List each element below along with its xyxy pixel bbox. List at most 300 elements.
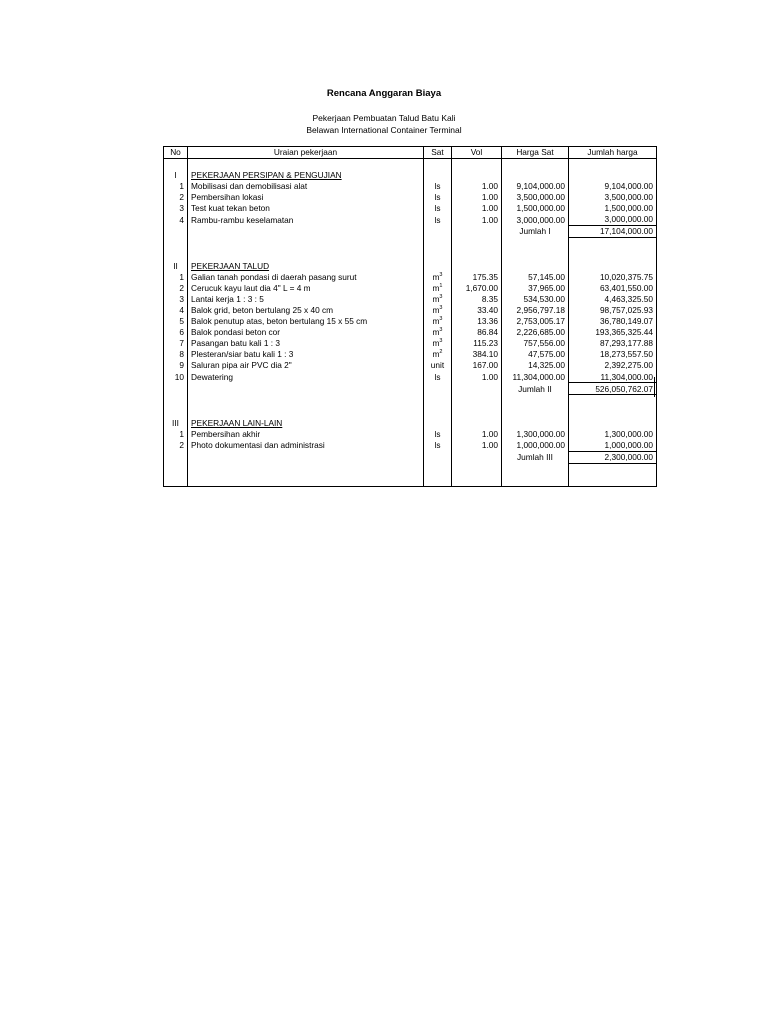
subtotal-value-text: 2,300,000.00 (604, 452, 653, 463)
empty-cell (569, 158, 657, 170)
item-unit (424, 440, 452, 452)
item-description (188, 371, 424, 383)
empty-cell (188, 226, 424, 238)
item-number (164, 181, 188, 192)
empty-cell (502, 407, 569, 418)
header-jumlah-harga: Jumlah harga (569, 147, 657, 159)
empty-cell (452, 475, 502, 487)
item-volume (452, 327, 502, 338)
section-number-text: II (173, 260, 178, 271)
spacer-row (164, 249, 657, 260)
item-unit-price-text: 57,145.00 (528, 271, 565, 282)
item-number (164, 338, 188, 349)
item-total-text: 1,300,000.00 (604, 429, 653, 440)
subtotal-value (569, 383, 657, 395)
header-harga-sat: Harga Sat (502, 147, 569, 159)
item-unit-text: unit (430, 360, 445, 371)
subtotal-label-text: Jumlah III (517, 452, 553, 463)
item-description (188, 316, 424, 327)
item-volume (452, 181, 502, 192)
item-description-text: Pasangan batu kali 1 : 3 (191, 338, 281, 349)
empty-cell (569, 395, 657, 407)
item-total (569, 440, 657, 452)
item-unit (424, 338, 452, 349)
item-volume-text: 33.40 (477, 305, 498, 316)
item-description (188, 271, 424, 282)
unit-exponent: 3 (439, 305, 443, 312)
empty-cell (502, 464, 569, 476)
section-title (188, 260, 424, 271)
item-unit-text: ls (434, 192, 441, 203)
empty-cell (502, 249, 569, 260)
spacer-row (164, 158, 657, 170)
empty-cell (164, 249, 188, 260)
empty-cell (452, 383, 502, 395)
item-unit-price (502, 360, 569, 371)
item-unit-price-text: 2,956,797.18 (516, 305, 565, 316)
item-unit (424, 305, 452, 316)
subtotal-value (569, 226, 657, 238)
item-unit-price (502, 338, 569, 349)
empty-cell (424, 407, 452, 418)
unit-exponent: 2 (439, 349, 443, 356)
item-unit (424, 271, 452, 282)
item-unit-price (502, 327, 569, 338)
item-description-text: Dewatering (191, 371, 233, 382)
subtotal-row (164, 451, 657, 463)
item-unit-price (502, 316, 569, 327)
item-total (569, 349, 657, 360)
item-total-text: 193,365,325.44 (595, 327, 653, 338)
item-number-text: 5 (179, 316, 184, 327)
item-volume-text: 1.00 (481, 214, 498, 225)
item-unit-price (502, 429, 569, 440)
section-number (164, 170, 188, 181)
item-unit-price-text: 2,226,685.00 (516, 327, 565, 338)
section-header-row (164, 260, 657, 271)
table-row (164, 349, 657, 360)
empty-cell (188, 407, 424, 418)
item-unit (424, 429, 452, 440)
table-body (164, 158, 657, 487)
item-description-text: Balok penutup atas, beton bertulang 15 x 55 cm (191, 316, 368, 327)
item-unit-price (502, 214, 569, 226)
item-number-text: 3 (179, 293, 184, 304)
item-unit-price-text: 757,556.00 (523, 338, 565, 349)
item-total (569, 305, 657, 316)
item-total (569, 181, 657, 192)
closing-row (164, 475, 657, 487)
item-total-text: 98,757,025.93 (599, 305, 653, 316)
spacer-row (164, 407, 657, 418)
item-volume (452, 214, 502, 226)
item-total-text: 1,000,000.00 (604, 440, 653, 451)
spacer-row (164, 464, 657, 476)
item-total (569, 316, 657, 327)
item-description-text: Pembersihan akhir (191, 429, 261, 440)
item-number-text: 1 (179, 429, 184, 440)
item-unit-price-text: 1,000,000.00 (516, 440, 565, 451)
item-total-text: 1,500,000.00 (604, 203, 653, 214)
empty-cell (452, 464, 502, 476)
spacer-row (164, 395, 657, 407)
item-description-text: Test kuat tekan beton (191, 203, 270, 214)
empty-cell (188, 475, 424, 487)
item-number-text: 4 (179, 214, 184, 225)
empty-cell (569, 464, 657, 476)
item-total-text: 3,000,000.00 (604, 214, 653, 225)
item-volume (452, 316, 502, 327)
item-volume-text: 1.00 (481, 371, 498, 382)
item-total (569, 283, 657, 294)
unit-exponent: 3 (439, 316, 443, 323)
empty-cell (502, 158, 569, 170)
item-total-text: 87,293,177.88 (599, 338, 653, 349)
item-description (188, 440, 424, 452)
item-description-text: Lantai kerja 1 : 3 : 5 (191, 293, 264, 304)
empty-cell (452, 238, 502, 250)
empty-cell (164, 407, 188, 418)
item-volume (452, 371, 502, 383)
item-total-text: 4,463,325.50 (604, 293, 653, 304)
item-unit-text: ls (434, 180, 441, 191)
table-row (164, 203, 657, 214)
item-unit-text: m (432, 282, 440, 293)
cost-estimate-table (163, 146, 657, 487)
subtotal-label-text: Jumlah II (518, 383, 552, 394)
subtotal-value-text: 526,050,762.07 (595, 383, 653, 394)
empty-cell (452, 260, 502, 271)
item-volume-text: 8.35 (481, 293, 498, 304)
item-total-text: 3,500,000.00 (604, 192, 653, 203)
table-row (164, 371, 657, 383)
empty-cell (452, 226, 502, 238)
item-total (569, 338, 657, 349)
item-total-text: 10,020,375.75 (599, 271, 653, 282)
item-volume-text: 86.84 (477, 327, 498, 338)
item-unit-text: ls (434, 440, 441, 451)
item-description (188, 327, 424, 338)
item-description-text: Mobilisasi dan demobilisasi alat (191, 180, 308, 191)
table-row (164, 360, 657, 371)
empty-cell (164, 383, 188, 395)
item-total-text: 11,304,000.00 (600, 371, 653, 382)
item-description-text: Galian tanah pondasi di daerah pasang surut (191, 271, 357, 282)
item-total (569, 327, 657, 338)
section-number-text: I (174, 169, 177, 180)
empty-cell (188, 464, 424, 476)
item-unit-price (502, 294, 569, 305)
table-row (164, 271, 657, 282)
item-total-text: 18,273,557.50 (599, 349, 653, 360)
item-unit-price-text: 2,753,005.17 (516, 316, 565, 327)
empty-cell (424, 395, 452, 407)
item-volume (452, 338, 502, 349)
table-row (164, 305, 657, 316)
subtotal-row (164, 226, 657, 238)
item-unit-price-text: 11,304,000.00 (512, 371, 565, 382)
empty-cell (569, 260, 657, 271)
section-title (188, 170, 424, 181)
item-number-text: 1 (179, 271, 184, 282)
item-number-text: 1 (179, 180, 184, 191)
item-description (188, 360, 424, 371)
unit-exponent: 3 (439, 271, 443, 278)
empty-cell (424, 170, 452, 181)
item-volume-text: 167.00 (472, 360, 498, 371)
item-unit-text: ls (434, 203, 441, 214)
item-total (569, 360, 657, 371)
empty-cell (164, 395, 188, 407)
item-volume-text: 175.35 (472, 271, 498, 282)
item-total (569, 214, 657, 226)
item-description (188, 283, 424, 294)
item-number (164, 360, 188, 371)
item-unit (424, 203, 452, 214)
section-title-text: PEKERJAAN TALUD (191, 260, 270, 271)
section-title-text: PEKERJAAN LAIN-LAIN (191, 417, 283, 428)
empty-cell (188, 395, 424, 407)
subtotal-label (502, 451, 569, 463)
item-number (164, 203, 188, 214)
table-row (164, 283, 657, 294)
empty-cell (452, 395, 502, 407)
empty-cell (164, 464, 188, 476)
item-unit (424, 192, 452, 203)
item-volume (452, 283, 502, 294)
subtotal-label-text: Jumlah I (519, 226, 551, 237)
item-description-text: Rambu-rambu keselamatan (191, 214, 294, 225)
item-unit-price (502, 271, 569, 282)
subtotal-row (164, 383, 657, 395)
item-volume (452, 203, 502, 214)
item-unit-price-text: 1,300,000.00 (516, 429, 565, 440)
empty-cell (502, 238, 569, 250)
item-number (164, 327, 188, 338)
item-description (188, 305, 424, 316)
empty-cell (452, 249, 502, 260)
item-description (188, 203, 424, 214)
item-description-text: Plesteran/siar batu kali 1 : 3 (191, 349, 294, 360)
unit-exponent: 3 (439, 294, 443, 301)
item-description-text: Saluran pipa air PVC dia 2" (191, 360, 292, 371)
item-unit-price-text: 3,000,000.00 (516, 214, 565, 225)
item-unit (424, 294, 452, 305)
item-number (164, 214, 188, 226)
item-volume-text: 1,670.00 (465, 282, 498, 293)
table-row (164, 440, 657, 452)
item-unit-text: ls (434, 214, 441, 225)
item-volume-text: 1.00 (481, 180, 498, 191)
empty-cell (188, 451, 424, 463)
item-number-text: 10 (174, 371, 184, 382)
item-unit-price (502, 371, 569, 383)
item-description-text: Cerucuk kayu laut dia 4" L = 4 m (191, 282, 311, 293)
item-number-text: 2 (179, 192, 184, 203)
item-unit-price-text: 1,500,000.00 (516, 203, 565, 214)
empty-cell (164, 475, 188, 487)
margin-mark (654, 377, 655, 397)
item-volume (452, 440, 502, 452)
item-unit-text: m (432, 327, 440, 338)
section-title (188, 418, 424, 429)
spacer-row (164, 238, 657, 250)
item-unit-price-text: 9,104,000.00 (516, 180, 565, 191)
empty-cell (502, 475, 569, 487)
item-description (188, 192, 424, 203)
item-total (569, 203, 657, 214)
empty-cell (424, 464, 452, 476)
item-unit-price-text: 534,530.00 (523, 293, 565, 304)
item-number (164, 271, 188, 282)
table-row (164, 429, 657, 440)
item-volume-text: 1.00 (481, 440, 498, 451)
empty-cell (452, 170, 502, 181)
item-unit-price-text: 47,575.00 (528, 349, 565, 360)
item-total-text: 9,104,000.00 (604, 180, 653, 191)
item-number (164, 429, 188, 440)
empty-cell (424, 238, 452, 250)
empty-cell (502, 395, 569, 407)
item-volume (452, 429, 502, 440)
item-unit (424, 371, 452, 383)
empty-cell (188, 249, 424, 260)
item-total-text: 36,780,149.07 (599, 316, 653, 327)
item-number-text: 9 (179, 360, 184, 371)
empty-cell (569, 170, 657, 181)
item-description (188, 294, 424, 305)
item-total (569, 192, 657, 203)
item-unit-price (502, 192, 569, 203)
empty-cell (164, 238, 188, 250)
empty-cell (188, 158, 424, 170)
subtotal-value (569, 451, 657, 463)
empty-cell (502, 170, 569, 181)
empty-cell (424, 158, 452, 170)
item-description-text: Balok grid, beton bertulang 25 x 40 cm (191, 305, 334, 316)
subtotal-label (502, 226, 569, 238)
item-unit-price-text: 3,500,000.00 (516, 192, 565, 203)
item-description (188, 214, 424, 226)
empty-cell (569, 249, 657, 260)
item-unit (424, 214, 452, 226)
section-number (164, 260, 188, 271)
item-number (164, 305, 188, 316)
section-header-row (164, 170, 657, 181)
item-volume-text: 1.00 (481, 203, 498, 214)
item-description-text: Photo dokumentasi dan administrasi (191, 440, 325, 451)
item-unit (424, 181, 452, 192)
empty-cell (424, 226, 452, 238)
item-unit-text: m (432, 338, 440, 349)
empty-cell (424, 418, 452, 429)
item-unit-price (502, 349, 569, 360)
empty-cell (424, 475, 452, 487)
empty-cell (502, 418, 569, 429)
table-row (164, 192, 657, 203)
item-unit-text: m (432, 316, 440, 327)
empty-cell (569, 475, 657, 487)
empty-cell (188, 383, 424, 395)
item-unit-price (502, 440, 569, 452)
header-no: No (164, 147, 188, 159)
empty-cell (452, 451, 502, 463)
item-total (569, 371, 657, 383)
table-row (164, 181, 657, 192)
empty-cell (569, 407, 657, 418)
item-unit-price (502, 203, 569, 214)
item-description-text: Pembersihan lokasi (191, 192, 264, 203)
unit-exponent: 3 (439, 338, 443, 345)
empty-cell (569, 238, 657, 250)
item-unit (424, 349, 452, 360)
item-unit-price (502, 305, 569, 316)
item-volume-text: 384.10 (472, 349, 498, 360)
item-unit-text: m (432, 349, 440, 360)
item-unit-price-text: 14,325.00 (528, 360, 565, 371)
item-total (569, 294, 657, 305)
item-number (164, 440, 188, 452)
empty-cell (452, 418, 502, 429)
subtotal-value-text: 17,104,000.00 (599, 226, 653, 237)
item-unit-text: m (432, 305, 440, 316)
item-unit (424, 283, 452, 294)
empty-cell (502, 260, 569, 271)
section-number (164, 418, 188, 429)
item-unit-text: m (432, 271, 440, 282)
item-number (164, 349, 188, 360)
item-number-text: 8 (179, 349, 184, 360)
table-row (164, 327, 657, 338)
section-number-text: III (172, 417, 179, 428)
table-row (164, 316, 657, 327)
item-unit-text: ls (434, 371, 441, 382)
item-number-text: 2 (179, 440, 184, 451)
item-number-text: 7 (179, 338, 184, 349)
subtotal-label (502, 383, 569, 395)
item-unit-text: m (432, 293, 440, 304)
table-row (164, 294, 657, 305)
empty-cell (452, 407, 502, 418)
item-unit-price-text: 37,965.00 (528, 282, 565, 293)
item-unit (424, 360, 452, 371)
item-number (164, 294, 188, 305)
item-number (164, 316, 188, 327)
empty-cell (452, 158, 502, 170)
item-volume (452, 305, 502, 316)
item-volume-text: 1.00 (481, 429, 498, 440)
item-unit-price (502, 283, 569, 294)
section-header-row (164, 418, 657, 429)
item-total (569, 271, 657, 282)
empty-cell (569, 418, 657, 429)
item-total-text: 63,401,550.00 (599, 282, 653, 293)
empty-cell (188, 238, 424, 250)
item-number-text: 3 (179, 203, 184, 214)
table-header-row (164, 147, 657, 159)
document-subtitle-project: Pekerjaan Pembuatan Talud Batu Kali (312, 113, 456, 123)
document-title: Rencana Anggaran Biaya (326, 88, 442, 99)
item-total (569, 429, 657, 440)
item-volume-text: 13.36 (477, 316, 498, 327)
item-description (188, 429, 424, 440)
empty-cell (424, 383, 452, 395)
item-volume-text: 1.00 (481, 192, 498, 203)
item-volume (452, 192, 502, 203)
table-row (164, 338, 657, 349)
item-unit-price (502, 181, 569, 192)
item-number-text: 4 (179, 305, 184, 316)
